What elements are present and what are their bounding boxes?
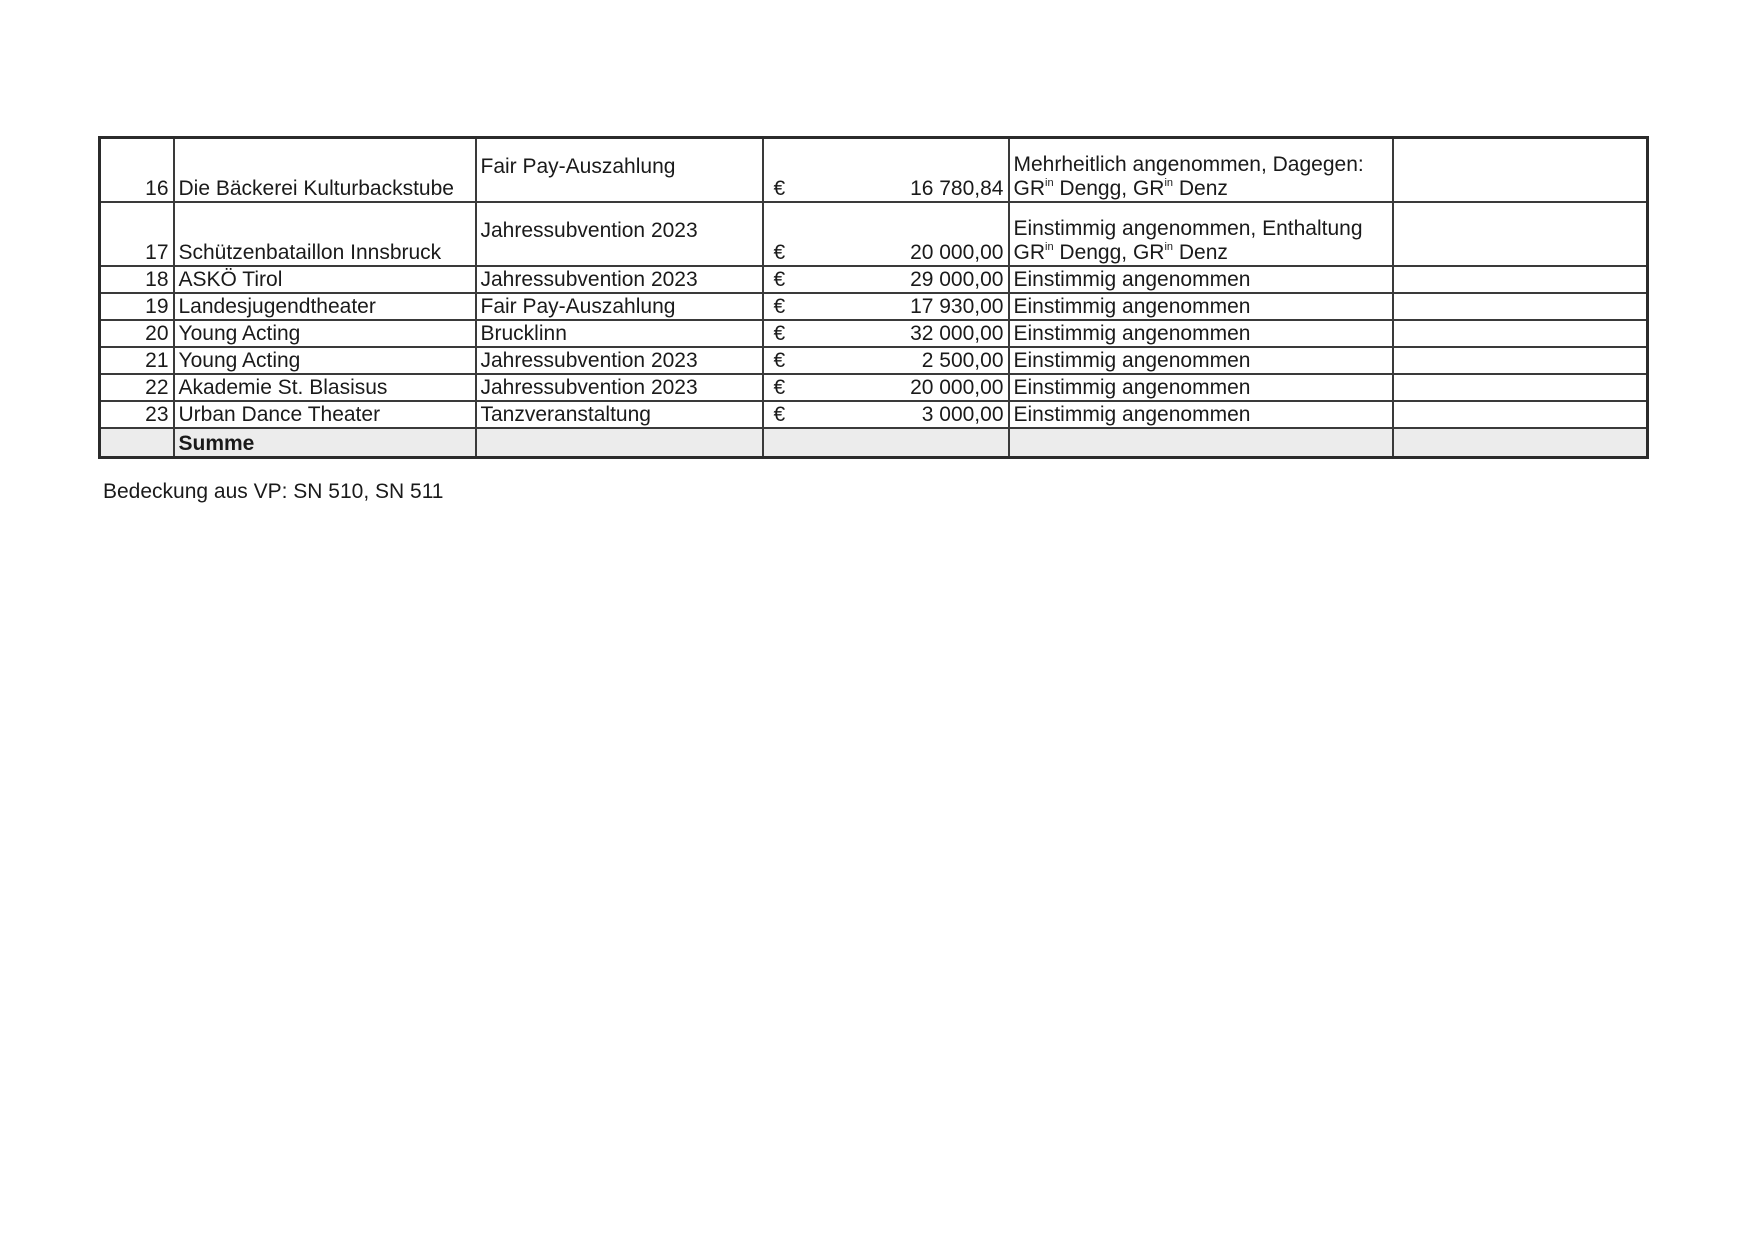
decision: Einstimmig angenommen	[1009, 293, 1393, 320]
empty-cell	[1393, 202, 1648, 266]
decision-line-2	[1014, 241, 1388, 265]
empty-cell	[1393, 320, 1648, 347]
decision	[1009, 138, 1393, 203]
coverage-note: Bedeckung aus VP: SN 510, SN 511	[103, 480, 444, 503]
currency-symbol: €	[773, 375, 786, 399]
recipient-name: Young Acting	[174, 347, 476, 374]
decision-line-2	[1014, 177, 1388, 201]
empty-cell	[1393, 293, 1648, 320]
empty-cell	[1393, 401, 1648, 428]
amount-value: 2 500,00	[921, 348, 1004, 372]
table-row	[100, 202, 1648, 266]
purpose: Jahressubvention 2023	[476, 374, 763, 401]
decision: Einstimmig angenommen	[1009, 320, 1393, 347]
currency-symbol: €	[773, 321, 786, 345]
row-number: 23	[100, 401, 174, 428]
decision: Einstimmig angenommen	[1009, 374, 1393, 401]
amount-cell	[763, 347, 1009, 374]
empty-cell	[1393, 266, 1648, 293]
amount-cell	[763, 401, 1009, 428]
amount-cell	[763, 374, 1009, 401]
empty-cell	[1393, 428, 1648, 458]
purpose: Fair Pay-Auszahlung	[476, 138, 763, 203]
recipient-name: Urban Dance Theater	[174, 401, 476, 428]
decision-text: Denz	[1173, 176, 1228, 200]
row-number: 20	[100, 320, 174, 347]
amount-value: 32 000,00	[910, 321, 1004, 345]
amount-value: 3 000,00	[921, 402, 1004, 426]
recipient-name: Landesjugendtheater	[174, 293, 476, 320]
table-row	[100, 320, 1648, 347]
decision-sup: in	[1045, 176, 1054, 189]
currency-symbol: €	[773, 402, 786, 426]
amount-cell	[763, 266, 1009, 293]
decision: Einstimmig angenommen	[1009, 266, 1393, 293]
purpose: Jahressubvention 2023	[476, 202, 763, 266]
decision-sup: in	[1045, 240, 1054, 253]
currency-symbol: €	[773, 294, 786, 318]
amount-value: 16 780,84	[910, 176, 1004, 200]
decision-text: Dengg, GR	[1053, 240, 1165, 264]
decision: Einstimmig angenommen	[1009, 347, 1393, 374]
empty-cell	[476, 428, 763, 458]
row-number: 17	[100, 202, 174, 266]
purpose: Jahressubvention 2023	[476, 347, 763, 374]
sum-label: Summe	[174, 428, 476, 458]
recipient-name: Young Acting	[174, 320, 476, 347]
table-row	[100, 401, 1648, 428]
purpose: Tanzveranstaltung	[476, 401, 763, 428]
decision-text: GR	[1013, 176, 1045, 200]
empty-cell	[1009, 428, 1393, 458]
recipient-name: Akademie St. Blasisus	[174, 374, 476, 401]
decision-text: Dengg, GR	[1053, 176, 1165, 200]
recipient-name: Schützenbataillon Innsbruck	[174, 202, 476, 266]
empty-cell	[1393, 138, 1648, 203]
empty-cell	[100, 428, 174, 458]
table-row	[100, 293, 1648, 320]
row-number: 19	[100, 293, 174, 320]
row-number: 22	[100, 374, 174, 401]
currency-symbol: €	[773, 176, 786, 200]
decision-line-1: Einstimmig angenommen, Enthaltung	[1013, 216, 1363, 240]
empty-cell	[1393, 347, 1648, 374]
row-number: 16	[100, 138, 174, 203]
currency-symbol: €	[773, 348, 786, 372]
decision-sup: in	[1164, 240, 1174, 253]
amount-cell	[763, 202, 1009, 266]
subsidy-table	[98, 136, 1649, 459]
decision: Einstimmig angenommen	[1009, 401, 1393, 428]
row-number: 18	[100, 266, 174, 293]
currency-symbol: €	[773, 240, 786, 264]
table-row	[100, 138, 1648, 203]
amount-value: 29 000,00	[910, 267, 1004, 291]
decision-line-1: Mehrheitlich angenommen, Dagegen:	[1013, 152, 1364, 176]
amount-cell	[763, 320, 1009, 347]
currency-symbol: €	[773, 267, 786, 291]
table-row	[100, 347, 1648, 374]
decision-text: Denz	[1173, 240, 1228, 264]
amount-value: 20 000,00	[910, 240, 1004, 264]
empty-cell	[763, 428, 1009, 458]
amount-cell	[763, 293, 1009, 320]
recipient-name: ASKÖ Tirol	[174, 266, 476, 293]
amount-value: 17 930,00	[910, 294, 1004, 318]
amount-value: 20 000,00	[910, 375, 1004, 399]
recipient-name: Die Bäckerei Kulturbackstube	[174, 138, 476, 203]
decision	[1009, 202, 1393, 266]
decision-sup: in	[1164, 176, 1174, 189]
table-row	[100, 374, 1648, 401]
row-number: 21	[100, 347, 174, 374]
sum-row	[100, 428, 1648, 458]
decision-text: GR	[1013, 240, 1045, 264]
empty-cell	[1393, 374, 1648, 401]
amount-cell	[763, 138, 1009, 203]
purpose: Jahressubvention 2023	[476, 266, 763, 293]
table-row	[100, 266, 1648, 293]
purpose: Fair Pay-Auszahlung	[476, 293, 763, 320]
purpose: Brucklinn	[476, 320, 763, 347]
